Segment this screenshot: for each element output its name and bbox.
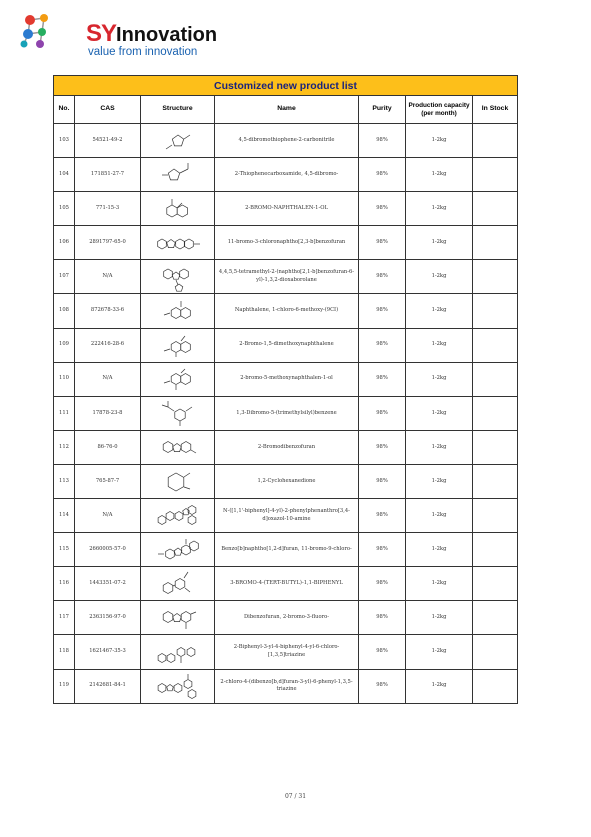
cell-capacity: 1-2kg bbox=[406, 601, 473, 635]
col-header-capacity: Production capacity (per month) bbox=[406, 96, 473, 124]
cell-cas: 54521-49-2 bbox=[75, 124, 141, 158]
cell-in-stock bbox=[473, 464, 518, 498]
cell-cas: 771-15-3 bbox=[75, 192, 141, 226]
cell-name: Naphthalene, 1-chloro-6-methoxy-(9CI) bbox=[215, 294, 359, 328]
cell-name: N-([1,1'-biphenyl]-4-yl)-2-phenylphenanthro[3,4-d]oxazol-10-amine bbox=[215, 499, 359, 533]
table-row bbox=[54, 158, 518, 192]
chemical-structure-icon bbox=[148, 125, 208, 157]
cell-cas: 222416-28-6 bbox=[75, 328, 141, 362]
brand-innovation: Innovation bbox=[116, 24, 218, 46]
cell-capacity: 1-2kg bbox=[406, 464, 473, 498]
cell-structure bbox=[141, 533, 215, 567]
cell-purity: 98% bbox=[359, 601, 406, 635]
table-row bbox=[54, 226, 518, 260]
cell-in-stock bbox=[473, 124, 518, 158]
cell-capacity: 1-2kg bbox=[406, 362, 473, 396]
cell-no: 110 bbox=[54, 362, 75, 396]
cell-purity: 98% bbox=[359, 260, 406, 294]
cell-purity: 98% bbox=[359, 430, 406, 464]
chemical-structure-icon bbox=[148, 465, 208, 497]
cell-capacity: 1-2kg bbox=[406, 635, 473, 669]
cell-purity: 98% bbox=[359, 362, 406, 396]
cell-structure bbox=[141, 328, 215, 362]
table-row bbox=[54, 567, 518, 601]
product-table-container bbox=[53, 75, 517, 704]
cell-no: 111 bbox=[54, 396, 75, 430]
table-row bbox=[54, 635, 518, 669]
cell-structure bbox=[141, 635, 215, 669]
cell-name: 1,2-Cyclohexanedione bbox=[215, 464, 359, 498]
cell-no: 115 bbox=[54, 533, 75, 567]
cell-structure bbox=[141, 192, 215, 226]
cell-in-stock bbox=[473, 260, 518, 294]
cell-name: 11-bromo-3-chloronaphtho[2,3-b]benzofuran bbox=[215, 226, 359, 260]
cell-no: 117 bbox=[54, 601, 75, 635]
cell-name: 2-Bromodibenzofuran bbox=[215, 430, 359, 464]
cell-no: 103 bbox=[54, 124, 75, 158]
chemical-structure-icon bbox=[148, 670, 208, 702]
table-row bbox=[54, 396, 518, 430]
cell-cas: 2891797-65-0 bbox=[75, 226, 141, 260]
chemical-structure-icon bbox=[148, 397, 208, 429]
cell-capacity: 1-2kg bbox=[406, 567, 473, 601]
chemical-structure-icon bbox=[148, 295, 208, 327]
cell-cas: 86-76-0 bbox=[75, 430, 141, 464]
cell-no: 108 bbox=[54, 294, 75, 328]
table-title: Customized new product list bbox=[54, 76, 518, 96]
cell-no: 104 bbox=[54, 158, 75, 192]
cell-capacity: 1-2kg bbox=[406, 533, 473, 567]
cell-in-stock bbox=[473, 499, 518, 533]
cell-capacity: 1-2kg bbox=[406, 499, 473, 533]
molecule-logo-icon bbox=[18, 10, 68, 52]
cell-cas: 1621467-35-3 bbox=[75, 635, 141, 669]
cell-structure bbox=[141, 430, 215, 464]
chemical-structure-icon bbox=[148, 431, 208, 463]
cell-structure bbox=[141, 294, 215, 328]
cell-purity: 98% bbox=[359, 158, 406, 192]
cell-structure bbox=[141, 601, 215, 635]
cell-in-stock bbox=[473, 635, 518, 669]
chemical-structure-icon bbox=[148, 500, 208, 532]
cell-structure bbox=[141, 124, 215, 158]
cell-capacity: 1-2kg bbox=[406, 158, 473, 192]
cell-capacity: 1-2kg bbox=[406, 260, 473, 294]
cell-purity: 98% bbox=[359, 124, 406, 158]
table-row bbox=[54, 601, 518, 635]
cell-cas: 1443351-07-2 bbox=[75, 567, 141, 601]
cell-cas: 17878-23-8 bbox=[75, 396, 141, 430]
cell-purity: 98% bbox=[359, 294, 406, 328]
cell-capacity: 1-2kg bbox=[406, 669, 473, 703]
table-row bbox=[54, 669, 518, 703]
cell-cas: 2363156-97-0 bbox=[75, 601, 141, 635]
brand-name bbox=[86, 22, 217, 46]
chemical-structure-icon bbox=[148, 227, 208, 259]
cell-cas: 2660005-57-0 bbox=[75, 533, 141, 567]
cell-capacity: 1-2kg bbox=[406, 396, 473, 430]
cell-purity: 98% bbox=[359, 499, 406, 533]
page-number: 07 / 31 bbox=[284, 793, 307, 800]
chemical-structure-icon bbox=[148, 568, 208, 600]
cell-in-stock bbox=[473, 158, 518, 192]
chemical-structure-icon bbox=[148, 363, 208, 395]
cell-name: 3-BROMO-4-(TERT-BUTYL)-1,1-BIPHENYL bbox=[215, 567, 359, 601]
cell-purity: 98% bbox=[359, 669, 406, 703]
table-row bbox=[54, 464, 518, 498]
col-header-name: Name bbox=[215, 96, 359, 124]
cell-structure bbox=[141, 362, 215, 396]
chemical-structure-icon bbox=[148, 261, 208, 293]
table-row bbox=[54, 192, 518, 226]
cell-name: 2-Bromo-1,5-dimethoxynaphthalene bbox=[215, 328, 359, 362]
cell-no: 112 bbox=[54, 430, 75, 464]
cell-purity: 98% bbox=[359, 635, 406, 669]
cell-in-stock bbox=[473, 430, 518, 464]
col-header-structure: Structure bbox=[141, 96, 215, 124]
cell-structure bbox=[141, 260, 215, 294]
cell-in-stock bbox=[473, 362, 518, 396]
chemical-structure-icon bbox=[148, 329, 208, 361]
cell-structure bbox=[141, 669, 215, 703]
cell-name: 2-BROMO-NAPHTHALEN-1-OL bbox=[215, 192, 359, 226]
cell-in-stock bbox=[473, 294, 518, 328]
cell-purity: 98% bbox=[359, 533, 406, 567]
cell-in-stock bbox=[473, 328, 518, 362]
chemical-structure-icon bbox=[148, 636, 208, 668]
cell-no: 113 bbox=[54, 464, 75, 498]
brand-tagline: value from innovation bbox=[88, 46, 198, 58]
cell-name: 2-bromo-5-methoxynaphthalen-1-ol bbox=[215, 362, 359, 396]
table-row bbox=[54, 499, 518, 533]
cell-cas: 765-87-7 bbox=[75, 464, 141, 498]
cell-name: 4,5-dibromothiophene-2-carbonitrile bbox=[215, 124, 359, 158]
cell-in-stock bbox=[473, 567, 518, 601]
cell-in-stock bbox=[473, 396, 518, 430]
cell-name: 4,4,5,5-tetramethyl-2-(naphtho[2,1-b]benzofuran-6-yl)-1,3,2-dioxaborolane bbox=[215, 260, 359, 294]
cell-capacity: 1-2kg bbox=[406, 124, 473, 158]
cell-no: 118 bbox=[54, 635, 75, 669]
cell-in-stock bbox=[473, 601, 518, 635]
cell-purity: 98% bbox=[359, 464, 406, 498]
cell-in-stock bbox=[473, 533, 518, 567]
cell-no: 114 bbox=[54, 499, 75, 533]
cell-in-stock bbox=[473, 226, 518, 260]
cell-cas: 171851-27-7 bbox=[75, 158, 141, 192]
cell-structure bbox=[141, 499, 215, 533]
cell-capacity: 1-2kg bbox=[406, 328, 473, 362]
col-header-purity: Purity bbox=[359, 96, 406, 124]
cell-no: 106 bbox=[54, 226, 75, 260]
col-header-cas: CAS bbox=[75, 96, 141, 124]
chemical-structure-icon bbox=[148, 193, 208, 225]
cell-structure bbox=[141, 226, 215, 260]
cell-purity: 98% bbox=[359, 396, 406, 430]
table-row bbox=[54, 533, 518, 567]
cell-structure bbox=[141, 464, 215, 498]
table-row bbox=[54, 124, 518, 158]
cell-cas: 872678-33-6 bbox=[75, 294, 141, 328]
brand-sy: SY bbox=[86, 20, 117, 47]
chemical-structure-icon bbox=[148, 534, 208, 566]
cell-name: 2-Biphenyl-3-yl-4-biphenyl-4-yl-6-chloro-[1,3,5]triazine bbox=[215, 635, 359, 669]
table-row bbox=[54, 260, 518, 294]
table-row bbox=[54, 328, 518, 362]
chemical-structure-icon bbox=[148, 159, 208, 191]
cell-name: 2-Thiophenecarboxamide, 4,5-dibromo- bbox=[215, 158, 359, 192]
cell-name: Dibenzofuran, 2-bromo-3-fluoro- bbox=[215, 601, 359, 635]
cell-in-stock bbox=[473, 669, 518, 703]
cell-capacity: 1-2kg bbox=[406, 294, 473, 328]
cell-capacity: 1-2kg bbox=[406, 192, 473, 226]
cell-purity: 98% bbox=[359, 192, 406, 226]
company-logo bbox=[18, 10, 218, 58]
cell-purity: 98% bbox=[359, 567, 406, 601]
cell-no: 116 bbox=[54, 567, 75, 601]
cell-capacity: 1-2kg bbox=[406, 430, 473, 464]
cell-purity: 98% bbox=[359, 328, 406, 362]
cell-name: Benzo[b]naphtho[1,2-d]furan, 11-bromo-9-chloro- bbox=[215, 533, 359, 567]
cell-in-stock bbox=[473, 192, 518, 226]
col-header-in-stock: In Stock bbox=[473, 96, 518, 124]
cell-no: 105 bbox=[54, 192, 75, 226]
cell-cas: N/A bbox=[75, 362, 141, 396]
cell-name: 2-chloro-4-(dibenzo[b,d]furan-3-yl)-6-phenyl-1,3,5-triazine bbox=[215, 669, 359, 703]
table-row bbox=[54, 430, 518, 464]
cell-capacity: 1-2kg bbox=[406, 226, 473, 260]
cell-cas: N/A bbox=[75, 260, 141, 294]
cell-no: 109 bbox=[54, 328, 75, 362]
product-table bbox=[53, 75, 518, 704]
table-row bbox=[54, 294, 518, 328]
cell-structure bbox=[141, 396, 215, 430]
cell-no: 119 bbox=[54, 669, 75, 703]
cell-purity: 98% bbox=[359, 226, 406, 260]
cell-no: 107 bbox=[54, 260, 75, 294]
table-row bbox=[54, 362, 518, 396]
chemical-structure-icon bbox=[148, 602, 208, 634]
col-header-no: No. bbox=[54, 96, 75, 124]
cell-structure bbox=[141, 158, 215, 192]
cell-name: 1,3-Dibromo-5-(trimethylsilyl)benzene bbox=[215, 396, 359, 430]
cell-cas: N/A bbox=[75, 499, 141, 533]
cell-structure bbox=[141, 567, 215, 601]
cell-cas: 2142681-84-1 bbox=[75, 669, 141, 703]
